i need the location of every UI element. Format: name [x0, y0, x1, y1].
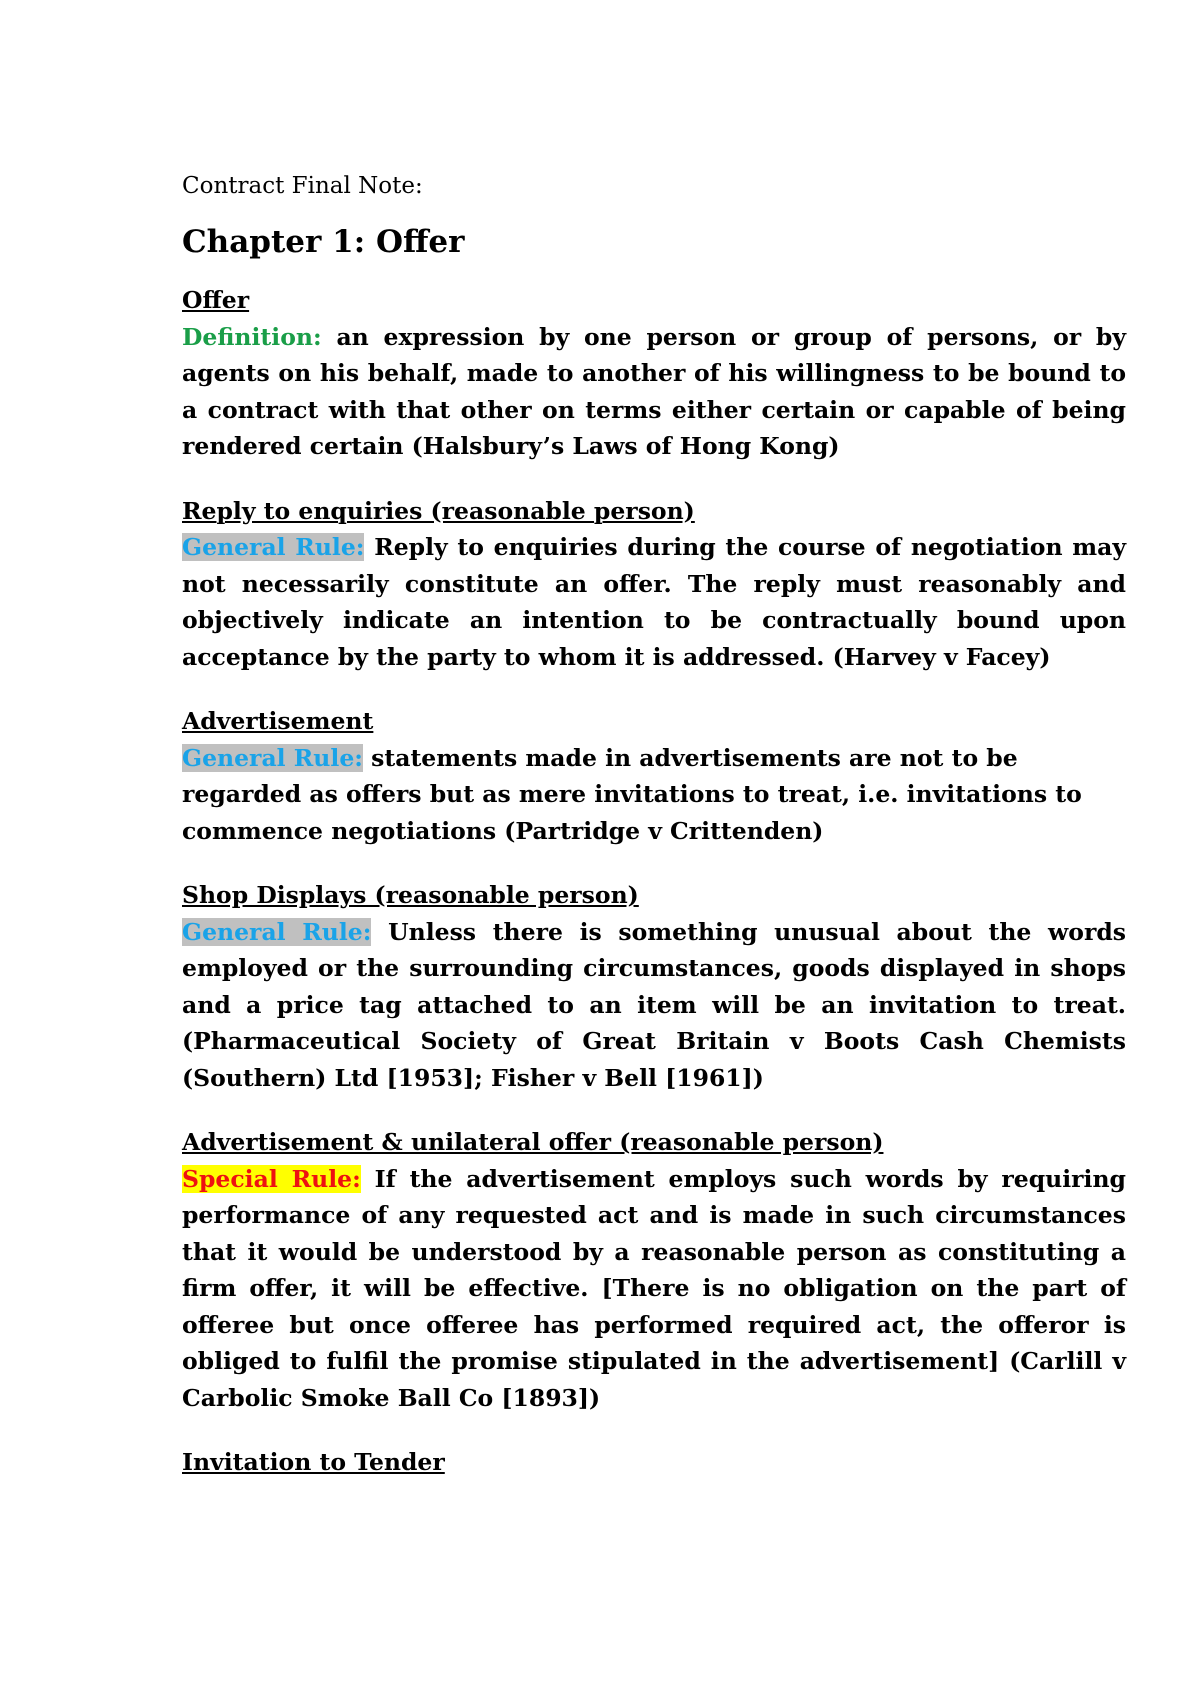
section-shop-displays [182, 877, 1126, 1096]
paragraph-text: Unless there is something unusual about the words employed or the surrounding circumstances, goods displayed in shops and a price tag attached to an item will be an invitation to treat. (Pharmaceutical Society of Great Britain v Boots Cash Chemists (Southern) Ltd [1953]; Fisher v Bell [1961]) [182, 917, 1126, 1092]
section-heading: Offer [182, 286, 250, 314]
section-paragraph [182, 1161, 1126, 1417]
section-paragraph [182, 319, 1126, 465]
paragraph-text: If the advertisement employs such words by requiring performance of any requested act and is made in such circumstances that it would be understood by a reasonable person as constituting a firm offer, it will be effective. [There is no obligation on the part of offeree but once offeree has performed required act, the offeror is obliged to fulfil the promise stipulated in the advertisement] (Carlill v Carbolic Smoke Ball Co [1893]) [182, 1164, 1126, 1412]
section-heading: Shop Displays (reasonable person) [182, 881, 639, 909]
paragraph-text: Reply to enquiries during the course of negotiation may not necessarily constitute an offer. The reply must reasonably and objectively indicate an intention to be contractually bound upon acceptance by the party to whom it is addressed. (Harvey v Facey) [182, 533, 1126, 671]
section-heading: Invitation to Tender [182, 1448, 445, 1476]
definition-label: Definition: [182, 322, 322, 351]
general-rule-label: General Rule: [182, 743, 363, 772]
section-paragraph [182, 529, 1126, 675]
general-rule-label: General Rule: [182, 917, 372, 946]
section-advertisement [182, 703, 1126, 849]
document-body [182, 166, 1126, 1481]
section-paragraph [182, 740, 1126, 850]
special-rule-label: Special Rule: [182, 1164, 361, 1193]
section-offer [182, 282, 1126, 465]
chapter-title: Chapter 1: Offer [182, 224, 465, 260]
document-title: Contract Final Note: [182, 173, 423, 199]
paragraph-text: an expression by one person or group of persons, or by agents on his behalf, made to another of his willingness to be bound to a contract with that other on terms either certain or capable of being rendered certain (Halsbury’s Laws of Hong Kong) [182, 322, 1126, 460]
paragraph-text: statements made in advertisements are not to be regarded as offers but as mere invitations to treat, i.e. invitations to commence negotiations (Partridge v Crittenden) [182, 743, 1082, 845]
section-heading: Advertisement [182, 707, 374, 735]
general-rule-label: General Rule: [182, 533, 365, 561]
section-invitation-to-tender [182, 1444, 1126, 1481]
section-unilateral-offer [182, 1124, 1126, 1416]
section-reply-to-enquiries [182, 493, 1126, 676]
section-heading: Advertisement & unilateral offer (reasonable person) [182, 1128, 884, 1156]
section-heading: Reply to enquiries (reasonable person) [182, 496, 695, 525]
section-paragraph [182, 914, 1126, 1097]
